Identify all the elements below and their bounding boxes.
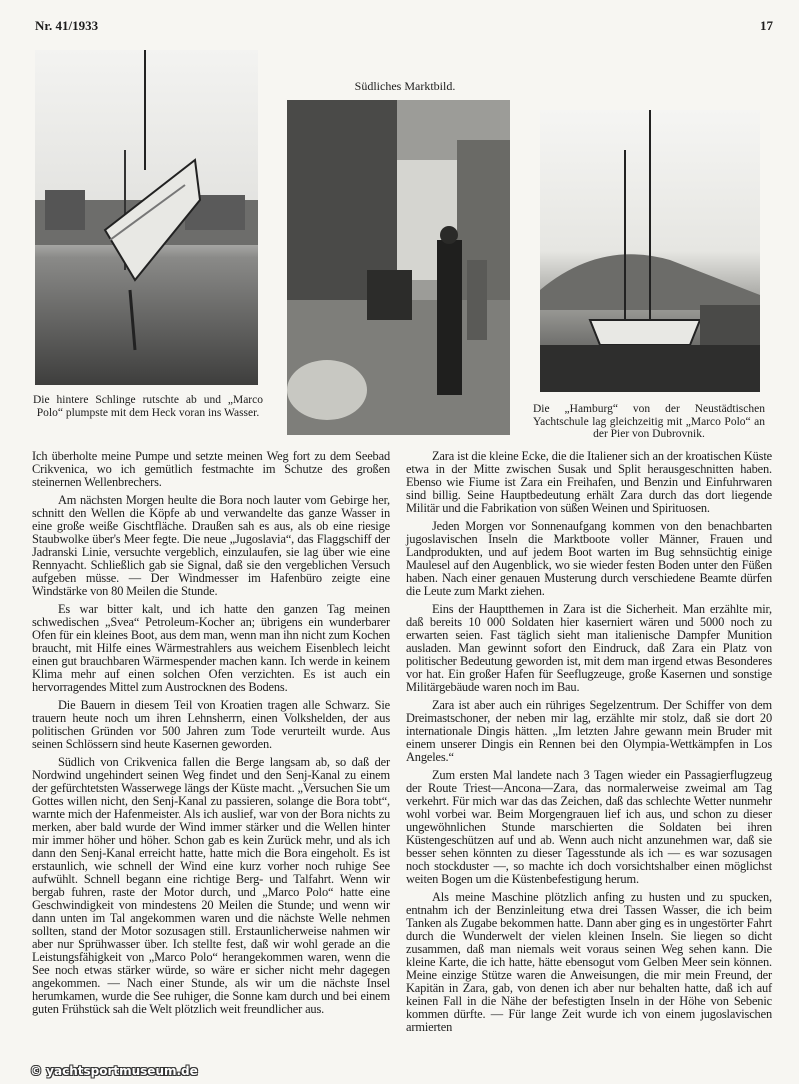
paragraph: Eins der Hauptthemen in Zara ist die Sicherheit. Man erzählte mir, daß bereits 10 000 Soldaten hier kaserniert wären und 5000 noch zu erwarten seien. Fast täglich sieht man italienische Dampfer Munition ausladen. Man gewinnt sofort den Eindruck, daß Zara ein Platz von politischer Bedeutung geworden ist, mit dem man irgend etwas Besonderes vor hat. Ein großer Hafen für Seeflugzeuge, große Kasernen und sonstige Militärgebäude waren noch im Bau. xyxy=(406,602,772,694)
paragraph: Als meine Maschine plötzlich anfing zu husten und zu spucken, entnahm ich der Benzinleitung etwa drei Tassen Wasser, die ich beim Tanken als Zugabe bekommen hatte. Dann aber ging es in ungestörter Fahrt durch die Wunderwelt der vielen kleinen Inseln. Sie liegen so dicht zusammen, daß man niemals weit voraus seinen Weg sehen kann. Die kleine Karte, die ich hatte, hätte ebensogut vom Gelben Meer sein können. Meine einzige Stütze waren die Anweisungen, die mir mein Freund, der Kapitän in Zara, gab, von denen ich aber nur behalten hatte, daß ich auf keinen Fall in die Nähe der befestigten Inseln in der Höhe von Sebenic kommen dürfte. — Für lange Zeit wurde ich von einem jugoslavischen armierten xyxy=(406,890,772,1034)
right-text-column xyxy=(406,450,772,1039)
paragraph: Ich überholte meine Pumpe und setzte meinen Weg fort zu dem Seebad Crikvenica, wo ich gemütlich festmachte im Schutze des großen steinernen Wellenbrechers. xyxy=(32,449,390,489)
watermark: © yachtsportmuseum.de xyxy=(30,1064,198,1078)
paragraph: Am nächsten Morgen heulte die Bora noch lauter vom Gebirge her, schnitt den Wellen die Köpfe ab und verwandelte das ganze Wasser in eine große weiße Gischtfläche. Draußen sah es aus, als ob eine riesige Staubwolke über's Meer fegte. Die neue „Jugoslavia“, das Flaggschiff der Jadranski Linie, versuchte vergeblich, einzulaufen, sie lag über wie eine Rennyacht. Schließlich gab sie Signal, daß sie den vergeblichen Versuch aufgeben müsse. — Der Windmesser im Hafenbüro zeigte eine Windstärke von 80 Meilen die Stunde. xyxy=(32,493,390,598)
photo-boat-crane xyxy=(35,50,258,385)
paragraph: Zara ist aber auch ein rühriges Segelzentrum. Der Schiffer von dem Dreimastschoner, der neben mir lag, erzählte mir stolz, daß sie dort 20 internationale Dingis hätten. „Im letzten Jahre gewann mein Bruder mit einem unserer Dingis ein Rennen bei den Olympia-Wettkämpfen in Los Angeles.“ xyxy=(406,698,772,764)
paragraph: Südlich von Crikvenica fallen die Berge langsam ab, so daß der Nordwind ungehindert seinen Weg findet und den Senj-Kanal zu einem der gefürchtetsten Wasserwege längs der Küste macht. „Versuchen Sie um Gottes willen nicht, den Senj-Kanal zu passieren, solange die Bora tobt“, warnte mich der Hafenmeister. Als ich auslief, war von der Bora nichts zu merken, aber bald wurde der Wind immer stärker und die Wellen hinter mir immer höher und höher. Schon gab es kein Zurück mehr, und als ich dann den Senj-Kanal erreicht hatte, hatte mich die Bora eingeholt. Es ist erstaunlich, wie schnell der Wind eine kurz vorher noch ruhige See aufwühlt. Schnell begann eine richtige Berg- und Talfahrt. Wenn wir bergab fuhren, raste der Motor durch, und „Marco Polo“ hatte eine Geschwindigkeit von mindestens 20 Meilen die Stunde; und wenn wir dann unten im Tal angekommen waren und die nächste Welle nehmen sollten, stand der Motor sozusagen still. Erstaunlicherweise nahmen wir aber nur Sprühwasser über. Ich stellte fest, daß wir wohl gerade an die Leistungsfähigkeit von „Marco Polo“ herangekommen waren, wenn die See noch etwas stärker würde, so wäre er sicher nicht mehr dagegen angekommen. — Nach einer Stunde, als wir um die nächste Insel herumkamen, wurde die See ruhiger, die Sonne kam durch und bei einem guten Frühstück sah die Welt plötzlich weit freundlicher aus. xyxy=(32,755,390,1016)
paragraph: Es war bitter kalt, und ich hatte den ganzen Tag meinen schwedischen „Svea“ Petroleum-Kocher an; übrigens ein wunderbarer Ofen für ein kleines Boot, aus dem man, wenn man ihn nicht zum Kochen braucht, mit Hilfe eines Wärmestrahlers aus weichem Eisenblech leicht einen gut brauchbaren Wärmespender machen kann. Ich werde in keinem Klima mehr auf einen solchen Ofen verzichten. Es ist auch ein hervorragendes Mittel zum Austrocknen des Bodens. xyxy=(32,602,390,694)
figure-caption: Die „Hamburg“ von der Neustädtischen Yachtschule lag gleichzeitig mit „Marco Polo“ an der Pier von Dubrovnik. xyxy=(533,403,765,440)
photo-schooner-hamburg xyxy=(540,110,760,392)
figure-caption: Die hintere Schlinge rutschte ab und „Marco Polo“ plumpste mit dem Heck voran ins Wasser. xyxy=(33,394,263,419)
photo-market xyxy=(287,100,510,435)
paragraph: Zum ersten Mal landete nach 3 Tagen wieder ein Passagierflugzeug der Route Triest—Ancona—Zara, das normalerweise zweimal am Tag verkehrt. Für mich war das das Zeichen, daß das schlechte Wetter nunmehr wohl vorbei war. Beim Morgengrauen lief ich aus, und schon zu dieser ungewöhnlichen Stunde marschierten die Soldaten bei ihren Küstengeschützen auf und ab. Wenn auch nicht anzunehmen war, daß sie besser sehen könnten zu dieser Tagesstunde als ich — es war sozusagen noch stockduster —, so machte ich doch vorsichtshalber einen möglichst weiten Bogen um die Küstenbefestigung herum. xyxy=(406,768,772,886)
paragraph: Zara ist die kleine Ecke, die die Italiener sich an der kroatischen Küste etwa in der Mitte zwischen Susak und Split herausgeschnitten haben. Ebenso wie Fiume ist Zara ein Freihafen, und Benzin und Einfuhrwaren sind billig. Seine Hauptbedeutung erhält Zara durch das dort liegende Militär und die Fabrikation von süßen Weinen und Spirituosen. xyxy=(406,449,772,515)
page-number: 17 xyxy=(760,18,773,33)
issue-number: Nr. 41/1933 xyxy=(35,18,99,33)
paragraph: Jeden Morgen vor Sonnenaufgang kommen von den benachbarten jugoslavischen Inseln die Marktboote voller Männer, Frauen und Landprodukten, und auf jedem Boot warten im Bug sehnsüchtig einige Maulesel auf den Augenblick, wo sie wieder festen Boden unter den Füßen haben. Nach einer genauen Musterung durch verschiedene Beamte dürfen die Leute zum Markt ziehen. xyxy=(406,519,772,598)
paragraph: Die Bauern in diesem Teil von Kroatien tragen alle Schwarz. Sie trauern heute noch um ihren Lehnsherrn, einen Volkshelden, der aus politischen Gründen vor 500 Jahren zum Tode verurteilt wurde. Aus seinen Schlössern sind heute Kasernen geworden. xyxy=(32,698,390,751)
figure-title: Südliches Marktbild. xyxy=(354,79,456,93)
left-text-column xyxy=(32,450,390,1021)
